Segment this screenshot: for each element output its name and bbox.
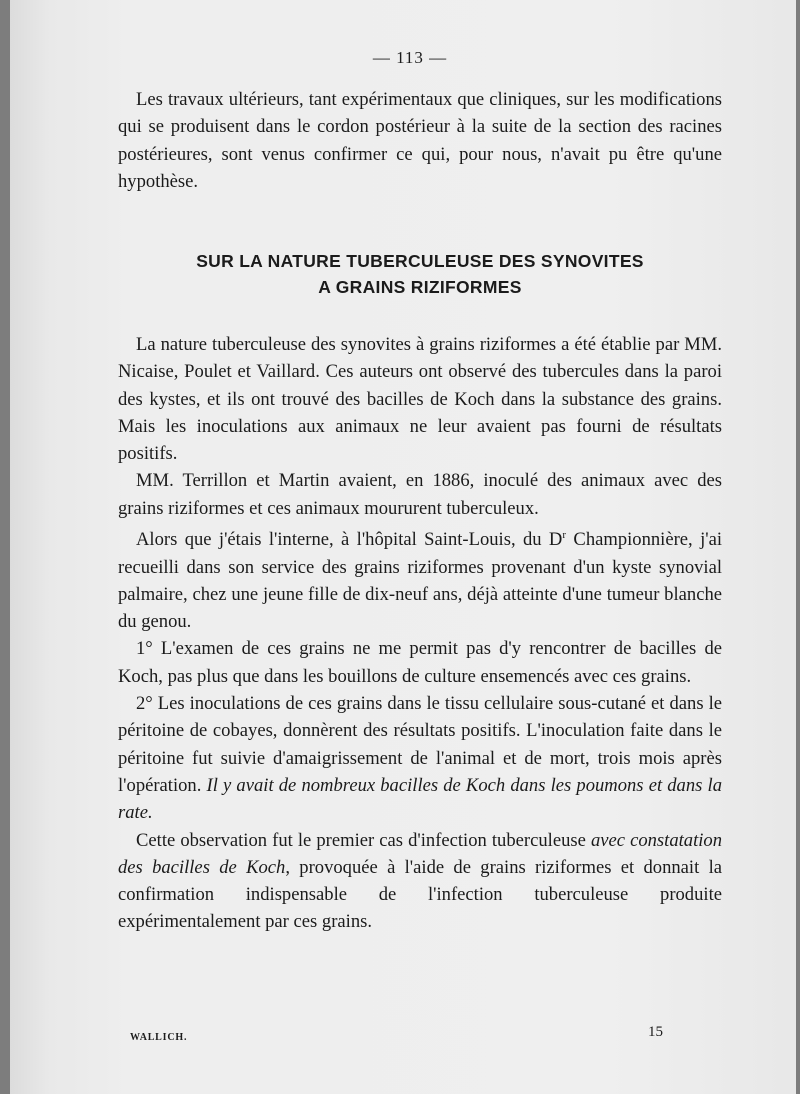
document-page	[10, 0, 796, 1094]
footer-author-signature: WALLICH.	[130, 1032, 188, 1043]
paragraph-observation-end: , provoquée à l'aide de grains riziformes et donnait la confirmation indispensable de l'infection tuberculeuse produite expérimentalement par ces grains.	[118, 856, 722, 933]
section-body	[118, 331, 722, 936]
paragraph-inoculations-start: 2° Les inoculations de ces grains dans le tissu cellulaire sous-cutané et dans le péritoine de cobayes, donnèrent des résultats positifs. L'inoculation faite dans le péritoine fut suivie d'amaigrissement de l'animal et de mort, trois mois après l'opération.	[118, 693, 722, 796]
paragraph-examen: 1° L'examen de ces grains ne me permit pas d'y rencontrer de bacilles de Koch, pas plus que dans les bouillons de culture ensemencés avec ces grains.	[118, 638, 722, 687]
paragraph-saint-louis	[118, 522, 722, 635]
paragraph-terrillon-martin: MM. Terrillon et Martin avaient, en 1886, inoculé des animaux avec des grains riziformes et ces animaux moururent tuberculeux.	[118, 470, 722, 519]
page-number-header: — 113 —	[372, 48, 448, 67]
section-heading	[118, 248, 722, 300]
paragraph-saint-louis-start: Alors que j'étais l'interne, à l'hôpital Saint-Louis, du D	[136, 529, 563, 551]
paragraph-observation-start: Cette observation fut le premier cas d'infection tuberculeuse	[136, 829, 591, 851]
paragraph-observation	[118, 827, 722, 936]
section-heading-line-2: A GRAINS RIZIFORMES	[318, 277, 522, 297]
section-heading-line-1: SUR LA NATURE TUBERCULEUSE DES SYNOVITES	[196, 251, 644, 271]
paragraph-observation-italic: avec constatation des bacilles de Koch	[118, 829, 723, 878]
doctor-superscript: r	[562, 529, 567, 542]
paragraph-nature-tuberculeuse: La nature tuberculeuse des synovites à grains riziformes a été établie par MM. Nicaise, Poulet et Vaillard. Ces auteurs ont observé des tubercules dans la paroi des kystes, et ils ont trouvé des bacilles de Koch dans la substance des grains. Mais les inoculations aux animaux ne leur avaient pas fourni de résultats positifs.	[118, 334, 722, 465]
footer-signature-number: 15	[648, 1024, 663, 1040]
paragraph-saint-louis-end: Championnière, j'ai recueilli dans son service des grains riziformes provenant d'un kyste synovial palmaire, chez une jeune fille de dix-neuf ans, déjà atteinte d'une tumeur blanche du genou.	[118, 529, 723, 633]
paragraph-inoculations	[118, 690, 722, 826]
paragraph-inoculations-italic: Il y avait de nombreux bacilles de Koch dans les poumons et dans la rate.	[118, 774, 722, 824]
intro-text-block	[118, 86, 722, 195]
intro-paragraph: Les travaux ultérieurs, tant expérimentaux que cliniques, sur les modifications qui se produisent dans le cordon postérieur à la suite de la section des racines postérieures, sont venus confirmer ce qui, pour nous, n'avait pu être qu'une hypothèse.	[118, 89, 722, 192]
